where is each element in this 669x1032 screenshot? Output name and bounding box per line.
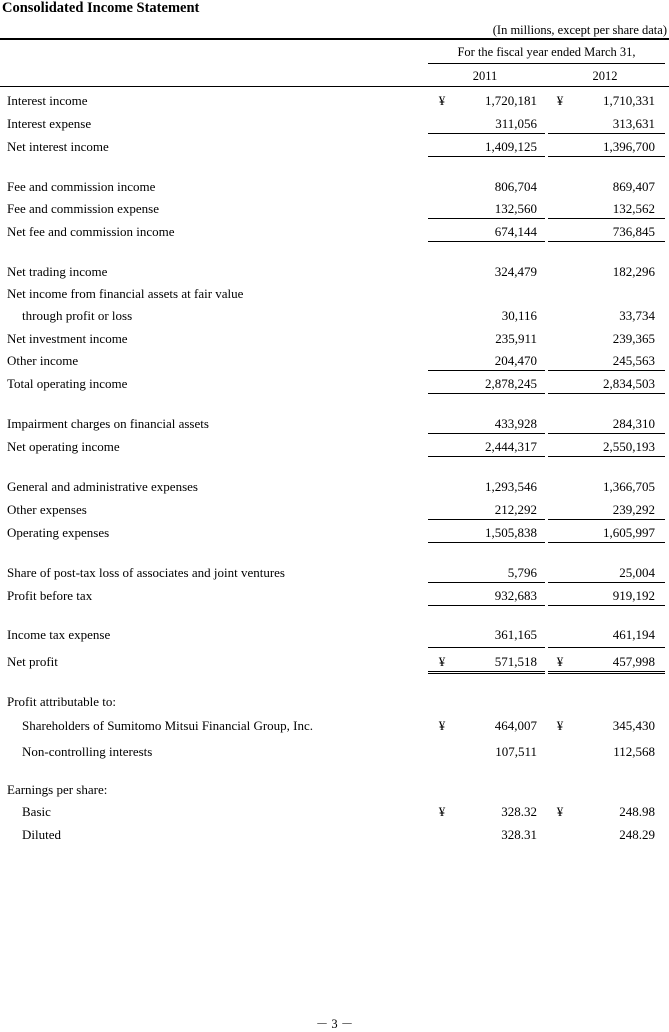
row-label: Net trading income — [7, 264, 108, 279]
row-label: Basic — [22, 804, 51, 819]
yen-symbol: ¥ — [556, 718, 564, 733]
value-2012: 284,310 — [612, 416, 655, 431]
row-fair-value-income — [0, 308, 669, 326]
value-2012: 461,194 — [612, 627, 655, 642]
total-rule — [428, 542, 545, 543]
value-2012: 736,845 — [612, 224, 655, 239]
value-2011: 932,683 — [494, 588, 537, 603]
row-profit-before-tax — [0, 588, 669, 606]
subtotal-rule — [428, 133, 545, 134]
row-label: Profit attributable to: — [7, 694, 117, 709]
page-number: － 3 － — [315, 1017, 354, 1031]
row-eps-heading — [0, 782, 669, 800]
row-net-operating-income — [0, 439, 669, 457]
row-label: Net operating income — [7, 439, 120, 454]
row-label: Profit before tax — [7, 588, 93, 603]
row-label: Other income — [7, 353, 79, 368]
row-label: Fee and commission income — [7, 179, 156, 194]
row-non-controlling-interests — [0, 744, 669, 762]
period-header: For the fiscal year ended March 31, — [457, 45, 636, 59]
row-impairment-charges — [0, 416, 669, 434]
row-label: Net investment income — [7, 331, 128, 346]
value-2012: 112,568 — [613, 744, 655, 759]
year-2011-header: 2011 — [472, 69, 498, 83]
value-2011: 212,292 — [494, 502, 537, 517]
value-2012: 1,366,705 — [603, 479, 655, 494]
value-2011: 5,796 — [507, 565, 537, 580]
total-rule — [428, 241, 545, 242]
row-shareholders — [0, 718, 669, 736]
units-note: (In millions, except per share data) — [492, 23, 667, 37]
total-rule — [548, 393, 665, 394]
row-eps-diluted — [0, 827, 669, 845]
value-2012: 248.29 — [619, 827, 655, 842]
row-net-trading-income — [0, 264, 669, 282]
row-fee-commission-expense — [0, 201, 669, 219]
value-2012: 33,734 — [619, 308, 655, 323]
value-2012: 457,998 — [612, 654, 655, 669]
subtotal-rule — [428, 519, 545, 520]
double-rule — [548, 671, 665, 674]
value-2011: 107,511 — [495, 744, 537, 759]
total-rule — [548, 156, 665, 157]
value-2012: 239,365 — [612, 331, 655, 346]
row-label: Other expenses — [7, 502, 87, 517]
total-rule — [548, 241, 665, 242]
row-interest-expense — [0, 116, 669, 134]
row-label: Income tax expense — [7, 627, 111, 642]
yen-symbol: ¥ — [556, 93, 564, 108]
value-2011: 2,878,245 — [485, 376, 537, 391]
row-label: Net fee and commission income — [7, 224, 175, 239]
value-2012: 182,296 — [612, 264, 655, 279]
row-net-fee-commission-income — [0, 224, 669, 242]
total-rule — [428, 605, 545, 606]
total-rule — [428, 156, 545, 157]
row-label: Total operating income — [7, 376, 128, 391]
subtotal-rule — [548, 519, 665, 520]
yen-symbol: ¥ — [438, 804, 446, 819]
value-2011: 361,165 — [494, 627, 537, 642]
yen-symbol: ¥ — [438, 654, 446, 669]
subtotal-rule — [428, 433, 545, 434]
value-2011: 464,007 — [494, 718, 537, 733]
subtotal-rule — [428, 218, 545, 219]
row-fair-value-heading — [0, 286, 669, 304]
value-2012: 1,605,997 — [603, 525, 655, 540]
value-2012: 919,192 — [612, 588, 655, 603]
value-2011: 235,911 — [495, 331, 537, 346]
row-label: General and administrative expenses — [7, 479, 198, 494]
value-2012: 2,550,193 — [603, 439, 655, 454]
row-label: Share of post-tax loss of associates and joint ventures — [7, 565, 285, 580]
row-income-tax-expense — [0, 627, 669, 645]
row-other-income — [0, 353, 669, 371]
subtotal-rule — [548, 133, 665, 134]
value-2011: 1,720,181 — [485, 93, 537, 108]
value-2012: 248.98 — [619, 804, 655, 819]
row-net-interest-income — [0, 139, 669, 157]
total-rule — [428, 393, 545, 394]
row-label: Non-controlling interests — [22, 744, 153, 759]
year-2012-header: 2012 — [592, 69, 618, 83]
value-2011: 132,560 — [494, 201, 537, 216]
value-2012: 1,710,331 — [603, 93, 655, 108]
subtotal-rule — [548, 433, 665, 434]
yen-symbol: ¥ — [556, 804, 564, 819]
row-net-investment-income — [0, 331, 669, 349]
value-2011: 1,409,125 — [485, 139, 537, 154]
row-net-profit — [0, 654, 669, 672]
yen-symbol: ¥ — [438, 718, 446, 733]
value-2011: 674,144 — [494, 224, 537, 239]
value-2011: 204,470 — [494, 353, 537, 368]
column-header-rule — [0, 86, 669, 87]
subtotal-rule — [548, 218, 665, 219]
value-2011: 324,479 — [494, 264, 537, 279]
value-2012: 132,562 — [612, 201, 655, 216]
row-label: through profit or loss — [22, 308, 133, 323]
period-header-rule — [428, 63, 665, 64]
total-rule — [548, 456, 665, 457]
yen-symbol: ¥ — [438, 93, 446, 108]
value-2012: 2,834,503 — [603, 376, 655, 391]
row-fee-commission-income — [0, 179, 669, 197]
subtotal-rule — [548, 370, 665, 371]
row-label: Interest income — [7, 93, 88, 108]
row-label: Net profit — [7, 654, 58, 669]
row-label: Net income from financial assets at fair value — [7, 286, 244, 301]
row-label: Impairment charges on financial assets — [7, 416, 209, 431]
value-2011: 328.31 — [501, 827, 537, 842]
value-2012: 313,631 — [612, 116, 655, 131]
row-label: Shareholders of Sumitomo Mitsui Financial Group, Inc. — [22, 718, 314, 733]
row-label: Diluted — [22, 827, 61, 842]
value-2011: 30,116 — [501, 308, 537, 323]
row-label: Interest expense — [7, 116, 92, 131]
row-label: Net interest income — [7, 139, 109, 154]
value-2011: 433,928 — [494, 416, 537, 431]
value-2012: 1,396,700 — [603, 139, 655, 154]
total-rule — [548, 605, 665, 606]
value-2011: 311,056 — [495, 116, 537, 131]
value-2011: 571,518 — [494, 654, 537, 669]
total-rule — [428, 456, 545, 457]
row-other-expenses — [0, 502, 669, 520]
value-2011: 1,293,546 — [485, 479, 537, 494]
document-title: Consolidated Income Statement — [2, 0, 200, 16]
row-label: Earnings per share: — [7, 782, 108, 797]
row-operating-expenses — [0, 525, 669, 543]
row-interest-income — [0, 93, 669, 111]
subtotal-rule — [428, 647, 545, 648]
value-2012: 239,292 — [612, 502, 655, 517]
yen-symbol: ¥ — [556, 654, 564, 669]
subtotal-rule — [428, 370, 545, 371]
subtotal-rule — [548, 582, 665, 583]
row-label: Fee and commission expense — [7, 201, 159, 216]
value-2012: 245,563 — [612, 353, 655, 368]
row-general-admin-expenses — [0, 479, 669, 497]
header-rule — [0, 38, 669, 40]
value-2011: 806,704 — [494, 179, 537, 194]
row-share-of-associates-loss — [0, 565, 669, 583]
row-total-operating-income — [0, 376, 669, 394]
row-eps-basic — [0, 804, 669, 822]
value-2012: 345,430 — [612, 718, 655, 733]
subtotal-rule — [428, 582, 545, 583]
row-label: Operating expenses — [7, 525, 110, 540]
value-2012: 25,004 — [619, 565, 655, 580]
row-profit-attributable-heading — [0, 694, 669, 712]
value-2011: 328.32 — [501, 804, 537, 819]
subtotal-rule — [548, 647, 665, 648]
value-2011: 1,505,838 — [485, 525, 537, 540]
value-2011: 2,444,317 — [485, 439, 537, 454]
value-2012: 869,407 — [612, 179, 655, 194]
total-rule — [548, 542, 665, 543]
double-rule — [428, 671, 545, 674]
